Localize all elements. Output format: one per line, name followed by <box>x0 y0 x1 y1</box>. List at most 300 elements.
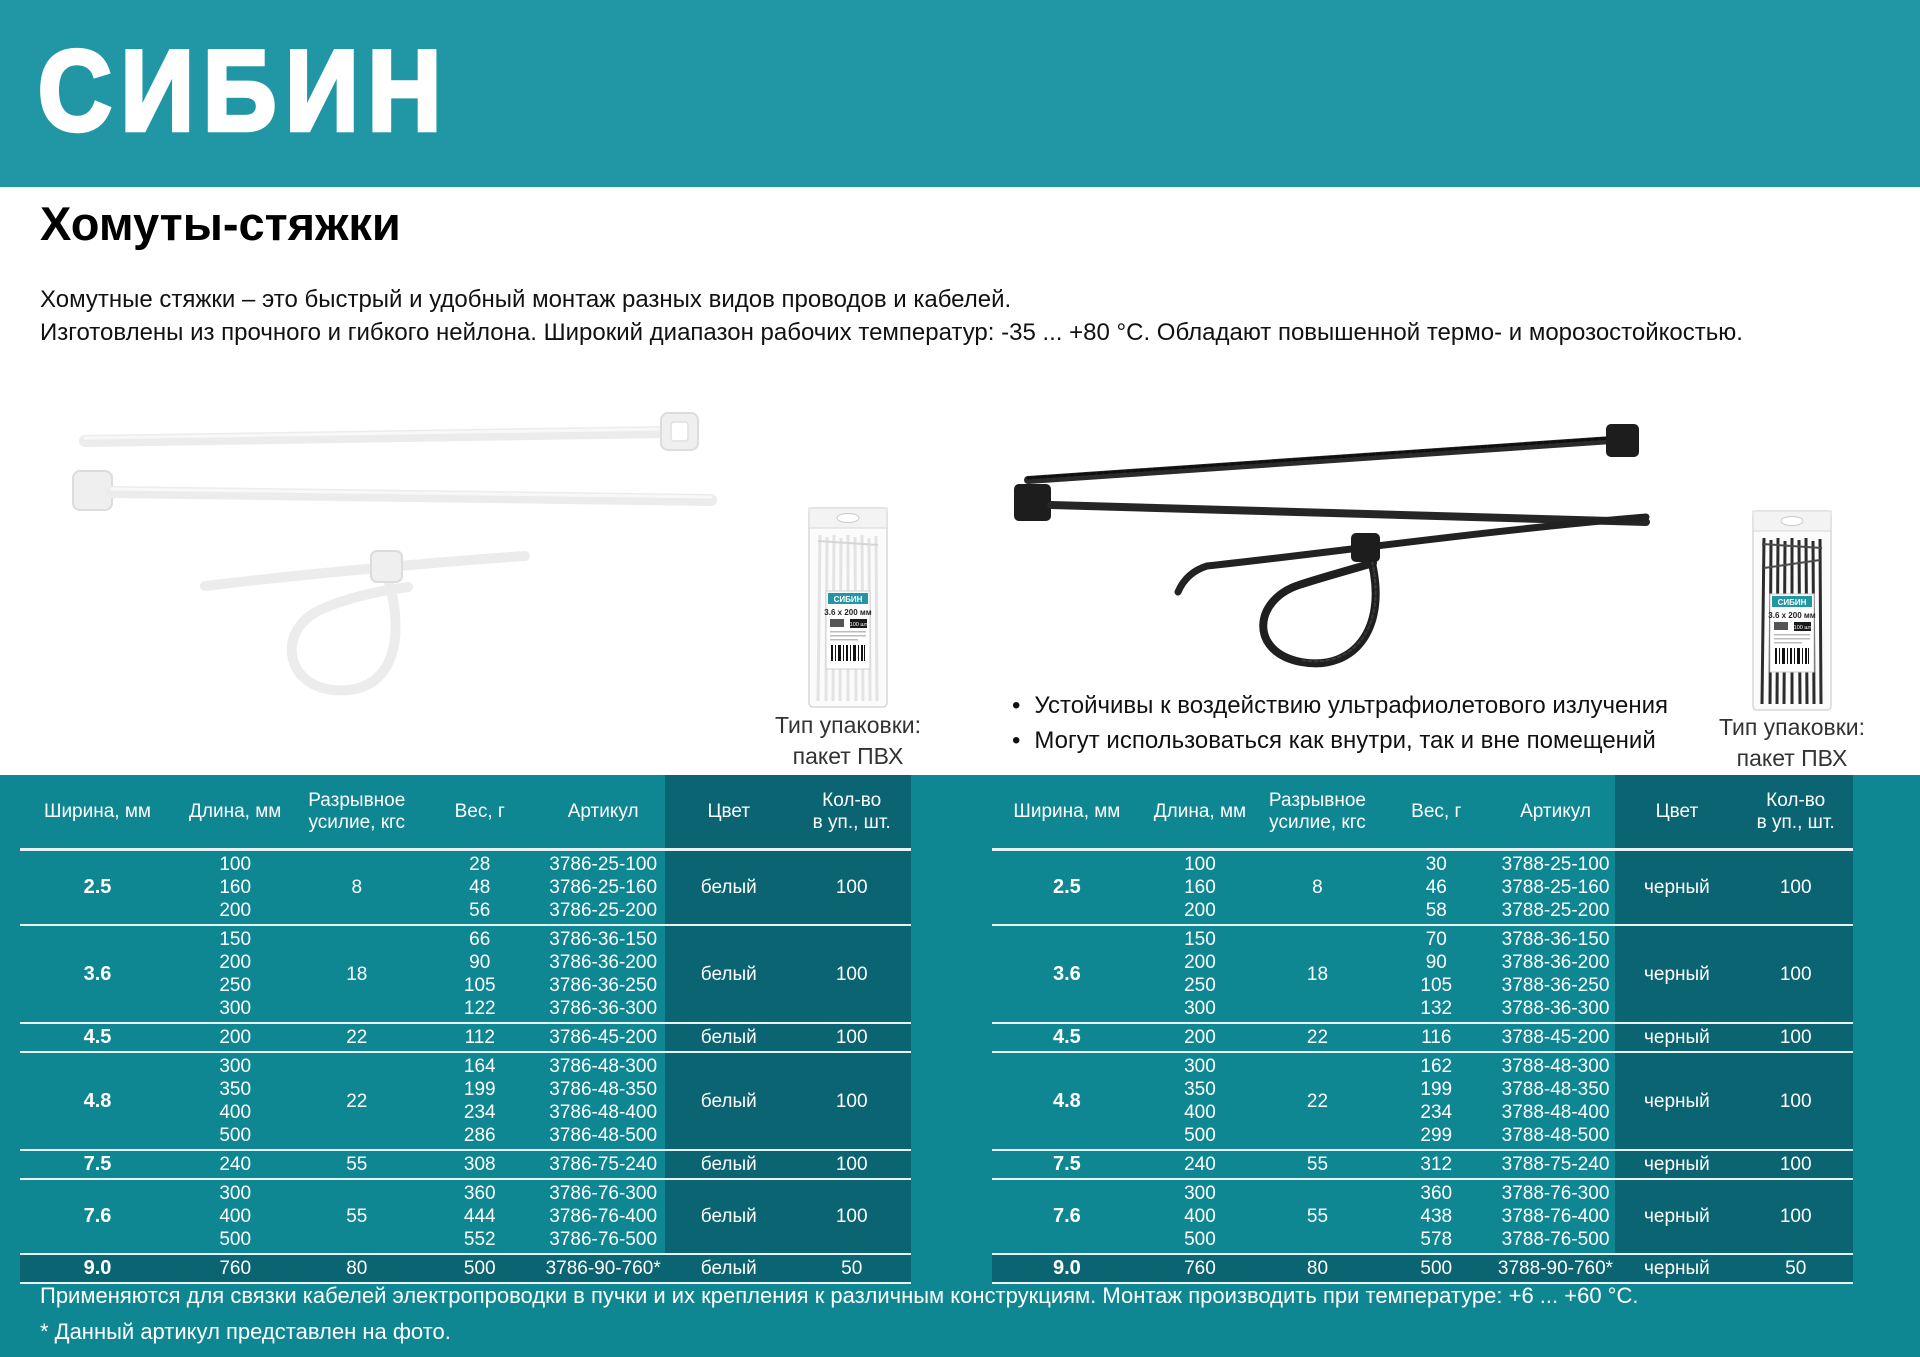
cell-value: 760 <box>219 1258 252 1279</box>
table-cell <box>992 1180 1142 1253</box>
column-header-line: Вес, г <box>1411 800 1462 822</box>
table-row-group <box>992 1149 1853 1178</box>
spec-tables-section <box>0 775 1920 1357</box>
table-cell <box>1377 926 1496 1022</box>
cell-value: 100 <box>1779 1027 1812 1048</box>
table-cell <box>295 1180 418 1253</box>
cell-value: 300 <box>1184 1183 1216 1204</box>
bullet-icon: • <box>1012 727 1021 754</box>
caption-line: Тип упаковки: <box>774 712 922 738</box>
cell-value: 3786-48-300 <box>549 1056 658 1077</box>
table-row-group <box>992 851 1853 924</box>
cell-value: 438 <box>1420 1206 1453 1227</box>
cell-value: 22 <box>346 1090 368 1112</box>
column-header-line: Вес, г <box>454 800 505 822</box>
table-cell <box>175 1255 295 1282</box>
description-line-1: Хомутные стяжки – это быстрый и удобный монтаж разных видов проводов и кабелей. <box>40 286 1012 313</box>
cell-value: 100 <box>1779 1090 1812 1112</box>
table-cell <box>665 851 792 924</box>
cell-value: 8 <box>1312 877 1323 898</box>
column-header <box>992 775 1142 848</box>
column-header-line: Ширина, мм <box>1013 800 1121 822</box>
features-list <box>1012 692 1668 762</box>
table-cell <box>1615 1180 1738 1253</box>
label-brand-text: СИБИН <box>1777 598 1807 607</box>
table-cell <box>1377 1053 1496 1149</box>
table-cell <box>1496 926 1616 1022</box>
table-cell <box>1496 851 1616 924</box>
cell-value: 200 <box>219 1027 252 1048</box>
cell-value: 66 <box>469 929 491 950</box>
column-header-line: Длина, мм <box>1153 800 1247 822</box>
column-header <box>175 775 295 848</box>
cell-value: 444 <box>463 1206 496 1227</box>
cell-value: белый <box>700 1154 757 1175</box>
table-cell <box>1738 1053 1853 1149</box>
table-cell <box>792 1053 911 1149</box>
table-cell <box>1615 851 1738 924</box>
cell-value: 122 <box>463 998 496 1019</box>
page-title: Хомуты-стяжки <box>40 197 401 250</box>
table-cell <box>1738 851 1853 924</box>
cell-value: 162 <box>1420 1056 1453 1077</box>
column-header <box>1738 775 1853 848</box>
cell-value: 116 <box>1421 1027 1452 1048</box>
cell-value: 4.5 <box>1053 1026 1081 1048</box>
cell-value: 100 <box>1779 1154 1812 1175</box>
table-cell <box>295 926 418 1022</box>
table-cell <box>992 1151 1142 1178</box>
cell-value: 7.5 <box>83 1153 112 1175</box>
column-header <box>792 775 911 848</box>
cell-value: 150 <box>219 929 252 950</box>
cell-value: 100 <box>835 1206 868 1227</box>
table-cell <box>175 1053 295 1149</box>
cell-value: 3786-36-300 <box>549 998 658 1019</box>
table-cell <box>792 1255 911 1282</box>
table-cell <box>1258 851 1377 924</box>
description-line-2: Изготовлены из прочного и гибкого нейлона. Широкий диапазон рабочих температур: -35 ... +80 °С. Обладают повышенной термо- и морозостойкостью. <box>40 319 1743 346</box>
table-cell <box>295 1053 418 1149</box>
column-header-line: Цвет <box>1655 800 1699 822</box>
table-cell <box>665 1151 792 1178</box>
cell-value: 200 <box>219 952 252 973</box>
cell-value: 500 <box>219 1125 252 1146</box>
cell-value: 3786-36-250 <box>549 975 658 996</box>
cell-value: 3788-36-150 <box>1501 929 1610 950</box>
column-header <box>1496 775 1616 848</box>
cell-value: 9.0 <box>1053 1257 1081 1279</box>
cell-value: 3786-36-150 <box>549 929 658 950</box>
cell-value: белый <box>700 963 757 985</box>
cell-value: 105 <box>463 975 496 996</box>
column-header <box>1142 775 1258 848</box>
cell-value: черный <box>1644 1258 1710 1279</box>
cell-value: 308 <box>463 1154 496 1175</box>
white-package-caption <box>753 710 943 772</box>
table-cell <box>1142 851 1258 924</box>
cell-value: 22 <box>346 1027 368 1048</box>
table-cell <box>418 1024 541 1051</box>
cell-value: 578 <box>1420 1229 1453 1250</box>
cell-value: 3788-45-200 <box>1501 1027 1610 1048</box>
table-cell <box>792 1151 911 1178</box>
cell-value: 2.5 <box>83 876 112 898</box>
table-cell <box>541 1151 665 1178</box>
cell-value: 400 <box>1184 1102 1216 1123</box>
table-cell <box>665 1024 792 1051</box>
table-cell <box>1377 851 1496 924</box>
cell-value: 300 <box>219 1056 252 1077</box>
table-cell <box>20 1180 175 1253</box>
table-cell <box>1258 1151 1377 1178</box>
cell-value: 299 <box>1420 1125 1453 1146</box>
table-cell <box>20 851 175 924</box>
cell-value: 3788-48-500 <box>1501 1125 1610 1146</box>
table-cell <box>1615 1024 1738 1051</box>
table-cell <box>1738 1180 1853 1253</box>
table-cell <box>1258 1024 1377 1051</box>
table-cell <box>541 1053 665 1149</box>
cell-value: 132 <box>1420 998 1453 1019</box>
bullet-icon: • <box>1012 692 1021 719</box>
column-header-line: в уп., шт. <box>1756 811 1835 833</box>
cell-value: 90 <box>469 952 491 973</box>
cell-value: 100 <box>835 963 868 985</box>
cell-value: 3786-76-500 <box>549 1229 658 1250</box>
cell-value: 50 <box>1785 1258 1807 1279</box>
cell-value: 500 <box>1184 1125 1216 1146</box>
cell-value: 50 <box>841 1258 863 1279</box>
table-cell <box>992 1024 1142 1051</box>
cell-value: 200 <box>1184 952 1216 973</box>
cell-value: 350 <box>219 1079 252 1100</box>
cell-value: черный <box>1644 1027 1710 1048</box>
black-ties-table <box>992 775 1853 1284</box>
cell-value: 3788-76-400 <box>1501 1206 1610 1227</box>
cell-value: черный <box>1644 963 1710 985</box>
column-header-line: Разрывное <box>308 789 406 811</box>
column-header <box>1377 775 1496 848</box>
table-cell <box>418 1053 541 1149</box>
table-cell <box>418 1180 541 1253</box>
black-cable-ties-image <box>1000 398 1660 698</box>
column-header <box>20 775 175 848</box>
column-header-line: усилие, кгс <box>1269 811 1366 833</box>
cell-value: 4.8 <box>1053 1089 1081 1112</box>
table-cell <box>1738 1255 1853 1282</box>
table-cell <box>1377 1180 1496 1253</box>
table-cell <box>1738 926 1853 1022</box>
cell-value: 100 <box>835 1154 868 1175</box>
column-header <box>541 775 665 848</box>
column-header-line: Ширина, мм <box>44 800 151 822</box>
cell-value: 90 <box>1425 952 1447 973</box>
cell-value: 7.5 <box>1053 1153 1081 1175</box>
cell-value: 400 <box>219 1206 252 1227</box>
usage-note: Применяются для связки кабелей электропроводки в пучки и их крепления к различным конструкциям. Монтаж производить при температуре: +6 ... +60 °С. <box>40 1283 1639 1308</box>
sibin-logo: СИБИН <box>38 27 451 155</box>
column-header <box>1258 775 1377 848</box>
cell-value: 100 <box>1779 877 1812 898</box>
cell-value: 200 <box>1184 900 1216 921</box>
cell-value: 350 <box>1184 1079 1216 1100</box>
table-cell <box>175 1180 295 1253</box>
table-cell <box>1496 1255 1616 1282</box>
table-cell <box>792 1180 911 1253</box>
table-cell <box>295 1151 418 1178</box>
cell-value: 286 <box>463 1125 496 1146</box>
cell-value: 100 <box>1779 1206 1812 1227</box>
table-cell <box>1496 1180 1616 1253</box>
caption-line: Тип упаковки: <box>1718 714 1866 740</box>
cell-value: 234 <box>463 1102 496 1123</box>
table-header-row <box>992 775 1853 851</box>
column-header <box>418 775 541 848</box>
table-row-group <box>992 1051 1853 1149</box>
cell-value: белый <box>700 1206 757 1227</box>
table-cell <box>1142 1180 1258 1253</box>
cell-value: 80 <box>1306 1258 1329 1279</box>
cell-value: черный <box>1644 877 1710 898</box>
cell-value: 9.0 <box>83 1257 112 1279</box>
cell-value: 22 <box>1306 1027 1329 1048</box>
column-header-line: Разрывное <box>1268 789 1366 811</box>
cell-value: черный <box>1644 1090 1710 1112</box>
feature-item <box>1012 727 1668 755</box>
table-cell <box>992 851 1142 924</box>
black-package-image <box>1750 508 1834 713</box>
cell-value: черный <box>1644 1206 1710 1227</box>
cell-value: белый <box>700 1027 757 1048</box>
table-cell <box>20 1151 175 1178</box>
table-cell <box>1377 1024 1496 1051</box>
cell-value: 400 <box>1184 1206 1216 1227</box>
table-cell <box>665 926 792 1022</box>
cell-value: 3788-76-500 <box>1501 1229 1610 1250</box>
cell-value: 58 <box>1425 900 1447 921</box>
table-cell <box>1258 1255 1377 1282</box>
cell-value: белый <box>700 877 757 898</box>
table-cell <box>1496 1053 1616 1149</box>
column-header-line: Длина, мм <box>189 800 282 822</box>
table-cell <box>175 851 295 924</box>
cell-value: 3786-25-200 <box>549 900 658 921</box>
cell-value: 55 <box>1306 1206 1329 1227</box>
table-row-group <box>20 1149 911 1178</box>
cell-value: 3788-25-200 <box>1501 900 1610 921</box>
cell-value: 3788-36-250 <box>1501 975 1610 996</box>
cell-value: 360 <box>463 1183 496 1204</box>
column-header-line: Артикул <box>567 800 639 822</box>
table-cell <box>665 1255 792 1282</box>
black-package-label <box>1768 594 1816 672</box>
cell-value: 7.6 <box>83 1205 112 1227</box>
cell-value: 18 <box>1306 963 1329 985</box>
cell-value: 199 <box>1420 1079 1453 1100</box>
cell-value: 200 <box>1184 1027 1216 1048</box>
cell-value: 55 <box>1306 1154 1329 1175</box>
label-brand-text: СИБИН <box>833 595 863 604</box>
table-row-group <box>20 924 911 1022</box>
cell-value: 3786-36-200 <box>549 952 658 973</box>
table-cell <box>541 851 665 924</box>
cell-value: 164 <box>463 1056 496 1077</box>
cell-value: 3786-76-400 <box>549 1206 658 1227</box>
cell-value: 2.5 <box>1053 876 1081 898</box>
cell-value: белый <box>700 1258 757 1279</box>
table-cell <box>541 1255 665 1282</box>
cell-value: 199 <box>463 1079 496 1100</box>
table-cell <box>1258 926 1377 1022</box>
table-cell <box>20 1053 175 1149</box>
caption-line: пакет ПВХ <box>792 743 904 769</box>
table-cell <box>418 926 541 1022</box>
table-cell <box>1496 1151 1616 1178</box>
table-row-group <box>992 1178 1853 1253</box>
table-cell <box>295 851 418 924</box>
cell-value: 760 <box>1184 1258 1216 1279</box>
table-cell <box>295 1255 418 1282</box>
cell-value: 100 <box>835 1027 868 1048</box>
cell-value: черный <box>1644 1154 1710 1175</box>
cell-value: 400 <box>219 1102 252 1123</box>
cell-value: 3786-48-400 <box>549 1102 658 1123</box>
cell-value: 500 <box>1420 1258 1453 1279</box>
column-header <box>295 775 418 848</box>
cell-value: 3786-25-100 <box>549 854 658 875</box>
white-ties-table <box>20 775 911 1284</box>
table-cell <box>20 1255 175 1282</box>
cell-value: 3786-90-760* <box>545 1258 661 1279</box>
cell-value: 200 <box>219 900 252 921</box>
table-cell <box>992 1053 1142 1149</box>
cell-value: 4.5 <box>83 1026 112 1048</box>
cell-value: 3788-48-300 <box>1501 1056 1610 1077</box>
table-row-group <box>992 1022 1853 1051</box>
table-cell <box>418 851 541 924</box>
cell-value: 100 <box>835 1090 868 1112</box>
table-cell <box>541 1180 665 1253</box>
table-row-group <box>20 851 911 924</box>
cell-value: 300 <box>219 998 252 1019</box>
cell-value: 55 <box>346 1154 368 1175</box>
table-cell <box>541 926 665 1022</box>
cell-value: 3.6 <box>83 962 112 985</box>
table-cell <box>1377 1151 1496 1178</box>
label-size-text: 3.6 x 200 мм <box>1768 611 1816 620</box>
table-header-row <box>20 775 911 851</box>
cell-value: 240 <box>1184 1154 1216 1175</box>
table-cell <box>1142 926 1258 1022</box>
cell-value: 28 <box>469 854 491 875</box>
table-cell <box>792 851 911 924</box>
table-cell <box>1258 1180 1377 1253</box>
table-cell <box>20 926 175 1022</box>
cell-value: 500 <box>219 1229 252 1250</box>
table-cell <box>418 1255 541 1282</box>
cell-value: 500 <box>1184 1229 1216 1250</box>
cell-value: 30 <box>1425 854 1447 875</box>
column-header-line: в уп., шт. <box>812 811 891 833</box>
white-package-image <box>806 505 890 710</box>
table-cell <box>418 1151 541 1178</box>
cell-value: 3786-48-500 <box>549 1125 658 1146</box>
table-cell <box>1142 1151 1258 1178</box>
white-cable-ties-image <box>55 405 735 705</box>
table-cell <box>792 1024 911 1051</box>
cell-value: 100 <box>219 854 252 875</box>
table-cell <box>992 926 1142 1022</box>
cell-value: 360 <box>1420 1183 1453 1204</box>
label-qty-text: 100 шт <box>1793 625 1812 631</box>
table-row-group <box>20 1253 911 1284</box>
column-header-line: Кол-во <box>822 789 882 811</box>
table-cell <box>175 926 295 1022</box>
column-header-line: Цвет <box>707 800 751 822</box>
table-cell <box>20 1024 175 1051</box>
cell-value: 22 <box>1306 1090 1329 1112</box>
column-header-line: Кол-во <box>1766 789 1826 811</box>
cell-value: 250 <box>1184 975 1216 996</box>
column-header-line: усилие, кгс <box>308 811 406 833</box>
cell-value: 7.6 <box>1053 1205 1081 1227</box>
brand-banner <box>0 0 1920 187</box>
cell-value: 3786-45-200 <box>549 1027 658 1048</box>
table-row-group <box>20 1022 911 1051</box>
cell-value: 100 <box>1779 963 1812 985</box>
table-cell <box>1142 1053 1258 1149</box>
photo-note: * Данный артикул представлен на фото. <box>40 1319 451 1344</box>
table-cell <box>175 1151 295 1178</box>
cell-value: 80 <box>346 1258 368 1279</box>
cell-value: 160 <box>219 877 252 898</box>
cell-value: 300 <box>1184 998 1216 1019</box>
cell-value: 105 <box>1420 975 1453 996</box>
cell-value: 300 <box>219 1183 252 1204</box>
cell-value: 3786-75-240 <box>549 1154 658 1175</box>
table-cell <box>792 926 911 1022</box>
table-row-group <box>992 1253 1853 1284</box>
cell-value: 250 <box>219 975 252 996</box>
table-cell <box>295 1024 418 1051</box>
table-cell <box>1496 1024 1616 1051</box>
cell-value: 150 <box>1184 929 1216 950</box>
black-package-caption <box>1697 712 1887 774</box>
cell-value: 3788-48-350 <box>1501 1079 1610 1100</box>
cell-value: 4.8 <box>83 1089 112 1112</box>
cell-value: 100 <box>835 877 868 898</box>
cell-value: 3786-48-350 <box>549 1079 658 1100</box>
label-qty-text: 100 шт <box>849 622 868 628</box>
cell-value: 3786-76-300 <box>549 1183 658 1204</box>
cell-value: белый <box>700 1090 757 1112</box>
cell-value: 3788-36-300 <box>1501 998 1610 1019</box>
table-cell <box>1738 1024 1853 1051</box>
cell-value: 112 <box>464 1027 495 1048</box>
cell-value: 56 <box>469 900 491 921</box>
cell-value: 3788-36-200 <box>1501 952 1610 973</box>
cell-value: 312 <box>1420 1154 1453 1175</box>
table-row-group <box>20 1051 911 1149</box>
cell-value: 3788-48-400 <box>1501 1102 1610 1123</box>
cell-value: 70 <box>1425 929 1447 950</box>
cell-value: 8 <box>351 877 363 898</box>
cell-value: 3788-25-160 <box>1501 877 1610 898</box>
cell-value: 3788-75-240 <box>1501 1154 1610 1175</box>
cell-value: 48 <box>469 877 491 898</box>
column-header <box>1615 775 1738 848</box>
